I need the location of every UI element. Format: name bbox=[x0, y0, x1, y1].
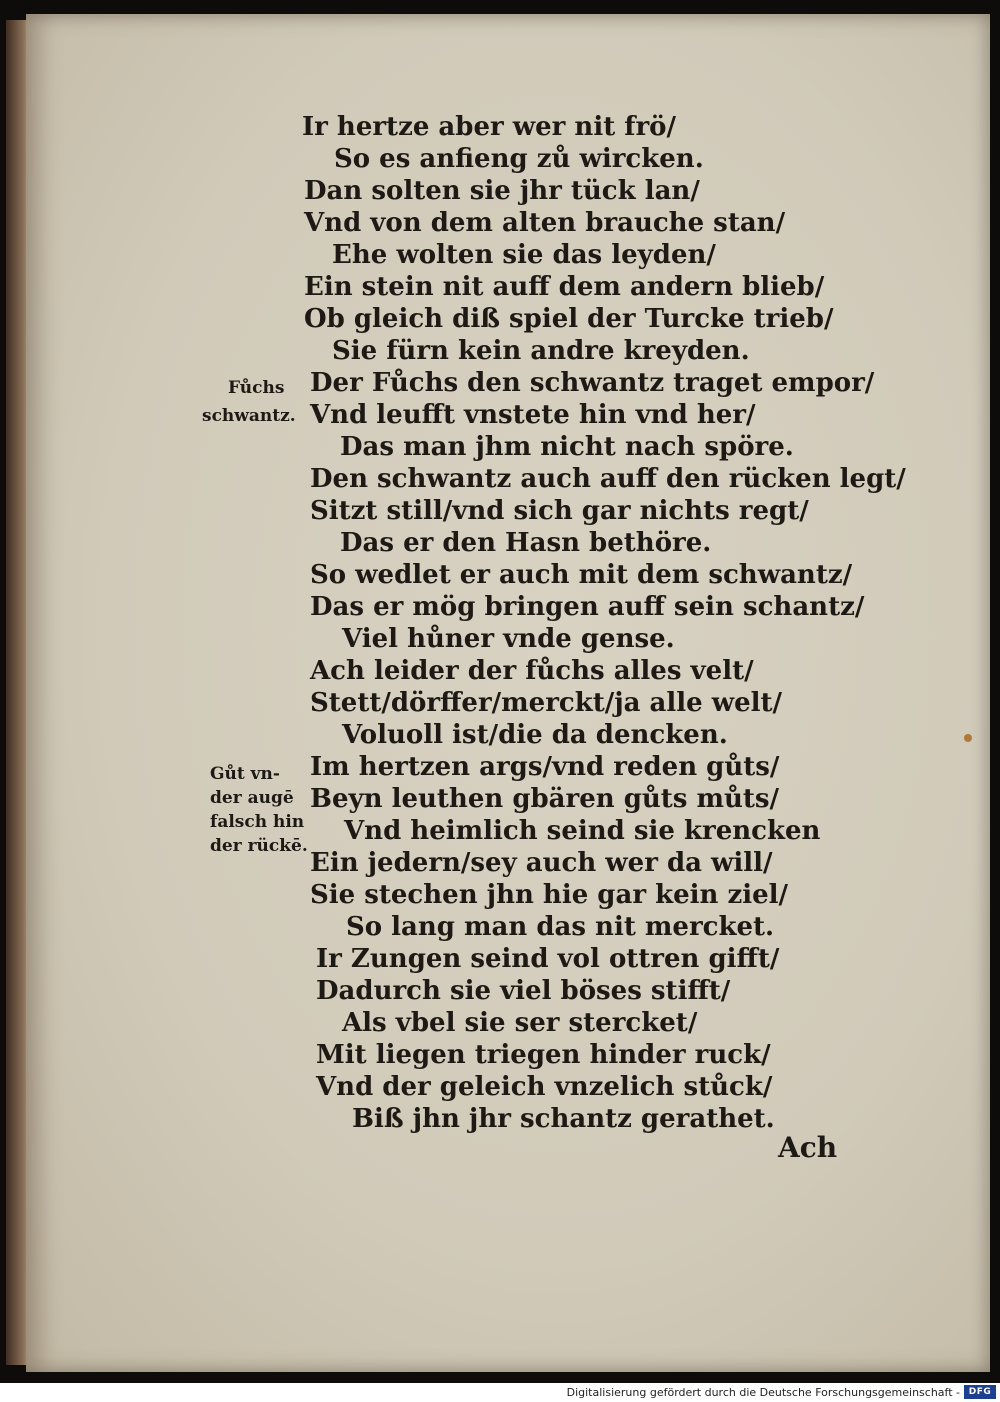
verse-line: Voluoll ist/die da dencken. bbox=[342, 720, 728, 750]
verse-line: Das er mög bringen auff sein schantz/ bbox=[310, 592, 865, 622]
catchword: Ach bbox=[778, 1131, 838, 1164]
verse-line: Mit liegen triegen hinder ruck/ bbox=[316, 1040, 771, 1070]
verse-line: Den schwantz auch auff den rücken legt/ bbox=[310, 464, 906, 494]
verse-line: Sie fürn kein andre kreyden. bbox=[332, 336, 750, 366]
verse-line: Als vbel sie ser stercket/ bbox=[342, 1008, 698, 1038]
verse-line: Vnd heimlich seind sie krencken bbox=[344, 816, 821, 846]
dfg-logo-icon: DFG bbox=[964, 1385, 996, 1399]
verse-line: Vnd leufft vnstete hin vnd her/ bbox=[310, 400, 756, 430]
verse-line: Ach leider der fůchs alles velt/ bbox=[310, 656, 754, 686]
verse-line: Beyn leuthen gbären gůts můts/ bbox=[310, 784, 780, 814]
verse-line: Vnd von dem alten brauche stan/ bbox=[304, 208, 786, 238]
verse-line: So es anfieng zů wircken. bbox=[334, 144, 704, 174]
verse-line: Ein stein nit auff dem andern blieb/ bbox=[304, 272, 825, 302]
book-spine-edge bbox=[6, 20, 28, 1365]
verse-line: Biß jhn jhr schantz gerathet. bbox=[352, 1104, 775, 1134]
verse-line: Dadurch sie viel böses stifft/ bbox=[316, 976, 731, 1006]
verse-line: Ehe wolten sie das leyden/ bbox=[332, 240, 716, 270]
margin-note: der augē bbox=[210, 788, 294, 808]
book-page bbox=[26, 14, 990, 1372]
verse-line: Das man jhm nicht nach spöre. bbox=[340, 432, 794, 462]
verse-line: Der Fůchs den schwantz traget empor/ bbox=[310, 368, 875, 398]
verse-line: Ein jedern/sey auch wer da will/ bbox=[310, 848, 773, 878]
margin-note: schwantz. bbox=[202, 406, 296, 426]
margin-note: der rückē. bbox=[210, 836, 308, 856]
verse-line: Ir hertze aber wer nit frö/ bbox=[302, 112, 676, 142]
margin-note: Fůchs bbox=[228, 378, 285, 398]
verse-line: Viel hůner vnde gense. bbox=[342, 624, 675, 654]
margin-note: falsch hin bbox=[210, 812, 305, 832]
verse-line: So wedlet er auch mit dem schwantz/ bbox=[310, 560, 853, 590]
verse-line: Dan solten sie jhr tück lan/ bbox=[304, 176, 700, 206]
footer-credit: Digitalisierung gefördert durch die Deutsche Forschungsgemeinschaft - bbox=[566, 1386, 960, 1399]
verse-line: Ob gleich diß spiel der Turcke trieb/ bbox=[304, 304, 834, 334]
verse-line: Stett/dörffer/merckt/ja alle welt/ bbox=[310, 688, 783, 718]
verse-line: Das er den Hasn bethöre. bbox=[340, 528, 712, 558]
verse-line: Sitzt still/vnd sich gar nichts regt/ bbox=[310, 496, 809, 526]
verse-line: Vnd der geleich vnzelich stůck/ bbox=[316, 1072, 773, 1102]
verse-line: Sie stechen jhn hie gar kein ziel/ bbox=[310, 880, 789, 910]
paper-stain bbox=[964, 734, 972, 742]
footer-bar bbox=[0, 1383, 1000, 1402]
verse-line: So lang man das nit mercket. bbox=[346, 912, 775, 942]
margin-note: Gůt vn- bbox=[210, 764, 280, 784]
verse-line: Ir Zungen seind vol ottren gifft/ bbox=[316, 944, 780, 974]
verse-line: Im hertzen args/vnd reden gůts/ bbox=[310, 752, 780, 782]
